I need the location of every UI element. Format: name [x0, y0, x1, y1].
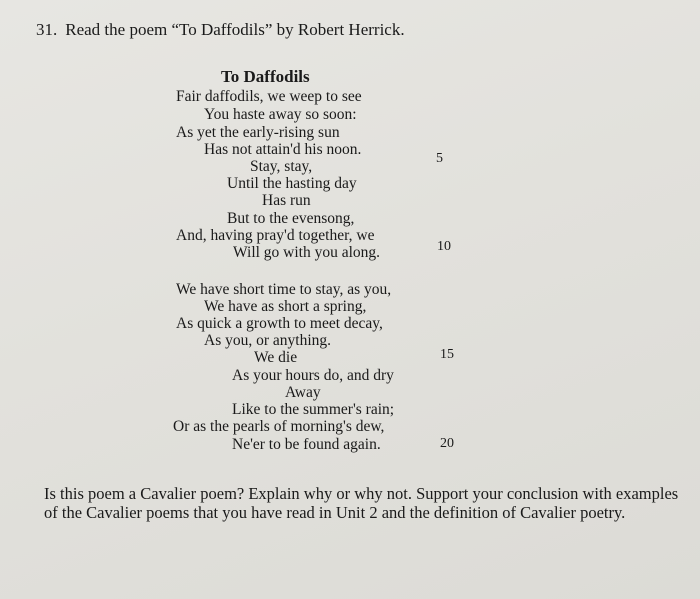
poem-line-17: Away [285, 384, 321, 401]
poem-line-20: Ne'er to be found again. [232, 436, 381, 453]
line-number-10: 10 [437, 239, 451, 254]
poem-line-7: Has run [262, 192, 311, 209]
question-number: 31. [36, 20, 58, 39]
line-number-15: 15 [440, 347, 454, 362]
poem-line-2: You haste away so soon: [204, 106, 357, 123]
poem-line-5: Stay, stay, [250, 158, 313, 175]
question-text: Read the poem “To Daffodils” by Robert Herrick. [65, 20, 405, 39]
poem-line-11: We have short time to stay, as you, [176, 281, 392, 298]
poem-title: To Daffodils [221, 67, 310, 86]
poem-line-14: As you, or anything. [204, 332, 332, 349]
line-number-20: 20 [440, 436, 454, 451]
poem-line-10: Will go with you along. [233, 244, 381, 261]
essay-prompt: Is this poem a Cavalier poem? Explain why or why not. Support your conclusion with examples of the Cavalier poems that you have read in Unit 2 and the definition of Cavalier poetry. [44, 484, 679, 522]
poem-line-6: Until the hasting day [227, 175, 357, 192]
poem-line-15: We die [254, 349, 298, 366]
poem-line-8: But to the evensong, [227, 210, 355, 227]
question-heading [36, 20, 405, 40]
poem-line-12: We have as short a spring, [204, 298, 367, 315]
poem-line-18: Like to the summer's rain; [232, 401, 395, 418]
poem-line-1: Fair daffodils, we weep to see [176, 88, 362, 105]
poem-line-3: As yet the early-rising sun [176, 124, 340, 141]
poem-line-13: As quick a growth to meet decay, [176, 315, 383, 332]
poem-line-4: Has not attain'd his noon. [204, 141, 362, 158]
line-number-5: 5 [436, 151, 443, 166]
poem-line-19: Or as the pearls of morning's dew, [173, 418, 385, 435]
poem-line-16: As your hours do, and dry [232, 367, 394, 384]
poem-line-9: And, having pray'd together, we [176, 227, 375, 244]
